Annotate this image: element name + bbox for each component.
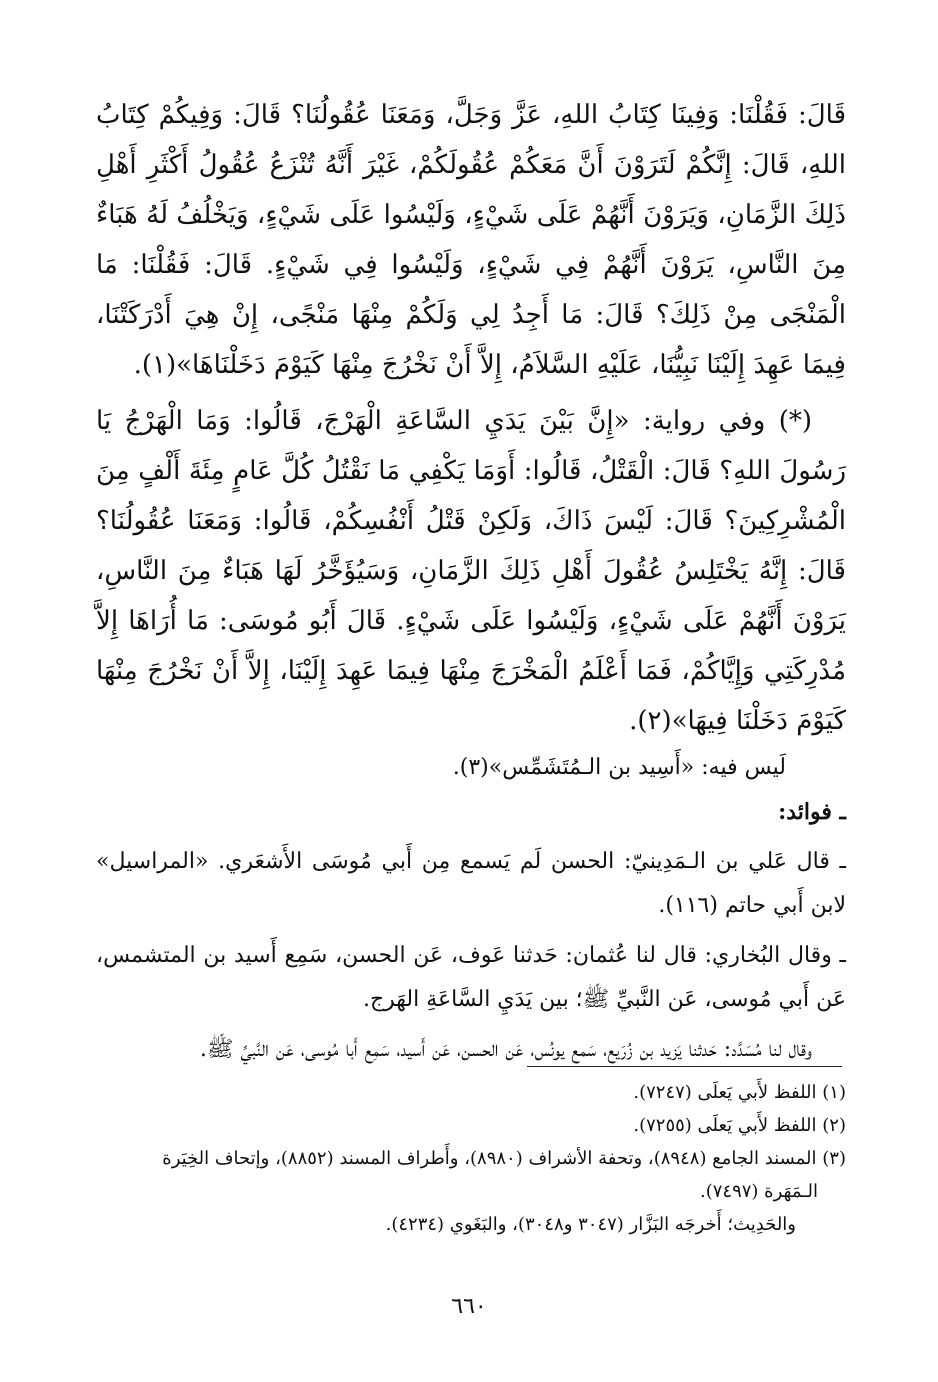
footnote-3-continuation: الـمَهَرة (٧٤٩٧). [700, 1181, 818, 1202]
main-text [96, 90, 846, 1072]
benefit-paragraph-2: ـ وقال البُخاري: قال لنا عُثمان: حَدثنا عَوف، عَن الحسن، سَمِع أَسيد بن المتشمس، عَن أَبي مُوسى، عَن النَّبيِّ ﷺ؛ بين يَدَيِ السَّاعَةِ الهَرج. [96, 943, 846, 1012]
footnote-2: (٢) اللفظ لأَبي يَعلَى (٧٢٥٥). [633, 1115, 846, 1136]
benefit-paragraph-1: ـ قال عَلي بن الـمَدِينيّ: الحسن لَم يَسمع مِن أَبي مُوسَى الأَشعَري. «المراسيل» لابن أَبي حاتم (١١٦). [96, 849, 846, 918]
section-heading: ـ فوائد: [778, 799, 846, 825]
page-number: ٦٦٠ [451, 1294, 487, 1319]
benefit-paragraph-3: وقال لنا مُسَدَّد: حَدثنا يَزيد بن زُرَيع، سَمع يونُس، عَن الحسن، عَن أَسيد، سَمِع أَبا مُوسى، عَن النَّبيِّ ﷺ. [199, 1037, 812, 1062]
footnote-1: (١) اللفظ لأَبي يَعلَى (٧٢٤٧). [633, 1082, 846, 1103]
note-paragraph: لَيس فيه: «أَسِيد بن الـمُتَشَمِّس»(٣). [452, 755, 786, 780]
footnote-divider [527, 1066, 842, 1067]
footnotes [96, 1076, 846, 1241]
footnote-3-hadith: والحَدِيث؛ أَخرجَه البَزَّار (٣٠٤٧ و٣٠٤٨)، والبَغَوي (٤٢٣٤). [385, 1214, 796, 1235]
hadith-paragraph-2: (*) وفي رواية: «إِنَّ بَيْنَ يَدَيِ السَّاعَةِ الْهَرْجَ، قَالُوا: وَمَا الْهَرْجُ يَا رَسُولَ اللهِ؟ قَالَ: الْقَتْلُ، قَالُوا: أَوَمَا يَكْفِي مَا نَقْتُلُ كُلَّ عَامٍ مِئَةَ أَلْفٍ مِنَ الْمُشْرِكِينَ؟ قَالَ: لَيْسَ ذَاكَ، وَلَكِنْ قَتْلُ أَنْفُسِكُمْ، قَالُوا: وَمَعَنَا عُقُولُنَا؟ قَالَ: إِنَّهُ يَخْتَلِسُ عُقُولَ أَهْلِ ذَلِكَ الزَّمَانِ، وَسَيُؤَخَّرُ لَهَا هَبَاءٌ مِنَ النَّاسِ، يَرَوْنَ أَنَّهُمْ عَلَى شَيْءٍ، وَلَيْسُوا عَلَى شَيْءٍ. قَالَ أَبُو مُوسَى: مَا أُرَاهَا إِلاَّ مُدْرِكَتِي وَإِيَّاكُمْ، فَمَا أَعْلَمُ الْمَخْرَجَ مِنْهَا فِيمَا عَهِدَ إِلَيْنَا، إِلاَّ أَنْ نَخْرُجَ مِنْهَا كَيَوْمَ دَخَلْنَا فِيهَا»(٢). [96, 406, 846, 736]
footnote-3: (٣) المسند الجامع (٨٩٤٨)، وتحفة الأشراف (٨٩٨٠)، وأَطراف المسند (٨٨٥٢)، وإتحاف الخِيَرة [162, 1148, 846, 1169]
hadith-paragraph-1: قَالَ: فَقُلْنَا: وَفِينَا كِتَابُ اللهِ، عَزَّ وَجَلَّ، وَمَعَنَا عُقُولُنَا؟ قَالَ: وَفِيكُمْ كِتَابُ اللهِ، قَالَ: إِنَّكُمْ لَتَرَوْنَ أَنَّ مَعَكُمْ عُقُولَكُمْ، غَيْرَ أَنَّهُ تُنْزَعُ عُقُولُ أَكْثَرِ أَهْلِ ذَلِكَ الزَّمَانِ، وَيَرَوْنَ أَنَّهُمْ عَلَى شَيْءٍ، وَلَيْسُوا عَلَى شَيْءٍ، وَيَخْلُفُ لَهُ هَبَاءٌ مِنَ النَّاسِ، يَرَوْنَ أَنَّهُمْ فِي شَيْءٍ، وَلَيْسُوا فِي شَيْءٍ. قَالَ: فَقُلْنَا: مَا الْمَنْجَى مِنْ ذَلِكَ؟ قَالَ: مَا أَجِدُ لِي وَلَكُمْ مِنْهَا مَنْجًى، إِنْ هِيَ أَدْرَكَتْنَا، فِيمَا عَهِدَ إِلَيْنَا نَبِيُّنَا، عَلَيْهِ السَّلاَمُ، إِلاَّ أَنْ نَخْرُجَ مِنْهَا كَيَوْمَ دَخَلْنَاهَا»(١). [96, 100, 846, 380]
